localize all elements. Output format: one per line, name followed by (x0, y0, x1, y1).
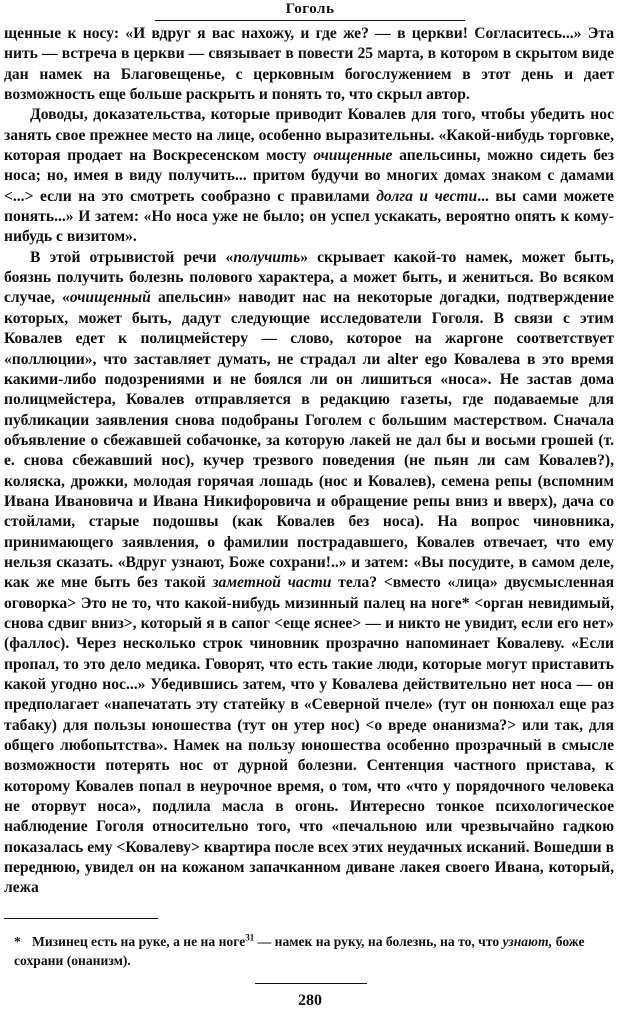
emphasis-text: узнают, (502, 934, 553, 949)
emphasis-text: очищенный (69, 289, 151, 307)
paragraph (4, 105, 614, 247)
footnote-reference: 31 (245, 932, 255, 943)
text-run: ... вы сами можете понять...» И затем: «Но носа уже не было; он успел ускакать, вероятно опять к кому-нибудь с визитом». (4, 187, 615, 246)
text-run: Мизинец есть на руке, а не на ноге (32, 934, 246, 949)
footnote-rule (4, 918, 158, 919)
text-run: щенные к носу: «И вдруг я вас нахожу, и где же? — в церкви! Согласитесь...» Эта нить — встреча в церкви — связывает в повести 25 марта, в котором в скрытом виде дан намек на Благовещенье, с церковным богослужением в этот день и дает возможность еще больше раскрыть и понять то, что скрыл автор. (4, 25, 614, 104)
emphasis-text: получить (233, 248, 301, 266)
text-run: апельсин» наводит нас на некоторые догадки, подтверждение которых, может быть, дадут следующие исследователи Гоголя. В связи с этим Ковалев едет к полицмейстеру — слово, которое на жаргоне соответствует «поллюции», что заставляет думать, не страдал ли alter ego Ковалева в это время какими-либо подозрениями и не боялся ли он лишиться «носа». Не застав дома полицмейстера, Ковалев отправляется в редакцию газеты, где подаваемые для публикации заявления снова подобраны Гоголем с большим мастерством. Сначала объявление о сбежавшей собачонке, за которую лакей не дал бы и восьми грошей (т. е. снова сбежавший нос), кучер трезвого поведения (не пьян ли сам Ковалев?), коляска, дрожки, молодая горячая лошадь (нос и Ковалев), семена репы (вспомним Ивана Ивановича и Ивана Никифоровича и обращение репы вниз и вверх), дача со стойлами, старые подошвы (как Ковалев без носа). На вопрос чиновника, принимающего заявления, о фамилии пострадавшего, Ковалев отвечает, что ему нельзя сказать. «Вдруг узнают, Боже сохрани!..» и затем: «Вы посудите, в самом деле, как же мне быть без такой (4, 289, 614, 592)
footnote (14, 932, 604, 970)
footnote-text (14, 934, 584, 968)
text-run: тела? <вместо «лица» двусмысленная оговорка> Это не то, что какой-нибудь мизинный палец на ноге* <орган невидимый, снова сдвиг вниз>, который я в сапог <еще яснее> — и никто не увидит, если его нет» (фаллос). Через несколько строк чиновник прозрачно напоминает Ковалеву. «Если пропал, то это дело медика. Говорят, что есть такие люди, которые могут приставить какой угодно нос...» Убедившись затем, что у Ковалева действительно нет носа — он предполагает «напечатать эту статейку в «Северной пчеле» (тут он понюхал еще раз табаку) для пользы юношества (тут он утер нос) <о вреде онанизма?> или так, для общего любопытства». Намек на пользу юношества особенно прозрачный в смысле возможности потерять нос от дурной болезни. Сентенция частного пристава, к которому Ковалев попал в неурочное время, о том, что «что у порядочного человека не оторвут носа», подлила масла в огонь. Интересно тонкое психологическое наблюдение Гоголя относительно того, что «печальною или чрезвычайно гадкою показалась ему <Ковалеву> квартира после всех этих неудачных исканий. Вошедши в переднюю, увидел он на кожаном запачканном диване лакея своего Ивана, который, лежа (4, 574, 615, 897)
header-rule (155, 20, 465, 21)
text-run: — намек на руку, на болезнь, на то, что (254, 934, 503, 949)
footnote-marker: * (14, 934, 21, 949)
text-run: В этой отрывистой речи « (30, 248, 234, 266)
text-run: апельсины, можно сидеть без носа; но, имея в виду получить... притом будучи во многих домах знаком с дамами <...> если на это смотреть сообразно с правилами (4, 147, 614, 205)
text-run: Доводы, доказательства, которые приводит Ковалев для того, чтобы убедить нос занять свое прежнее место на лице, особенно выразительны. «Какой-нибудь торговке, которая продает на Воскресенском мосту (4, 106, 614, 165)
running-head: Гоголь (285, 1, 335, 17)
text-run: » скрывает какой-то намек, может быть, боязнь получить болезнь полового характера, а может быть, и жениться. Во всяком случае, « (4, 248, 614, 307)
emphasis-text: долга и чести (376, 187, 478, 205)
paragraph (4, 24, 614, 105)
text-run: боже сохрани (онанизм). (14, 934, 585, 968)
folio-rule (255, 983, 367, 984)
emphasis-text: очищенные (313, 147, 393, 165)
body-text (4, 24, 614, 899)
emphasis-text: заметной части (212, 574, 332, 592)
paragraph (4, 248, 614, 899)
page-number: 280 (298, 992, 322, 1009)
